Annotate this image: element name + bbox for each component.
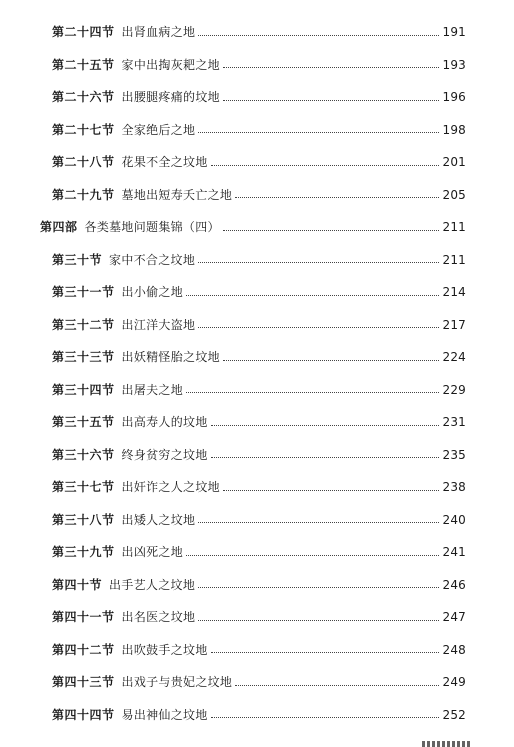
dot-leader: [223, 360, 440, 361]
dot-leader: [198, 327, 439, 328]
toc-section-entry[interactable]: [0, 87, 514, 107]
entry-title: 出肾血病之地: [121, 25, 196, 39]
entry-page-number: 229: [442, 382, 466, 397]
entry-page-number: 240: [442, 512, 466, 527]
entry-label: 第二十八节: [52, 155, 115, 169]
dot-leader: [211, 425, 440, 426]
entry-page-number: 246: [442, 577, 466, 592]
entry-label: 第三十二节: [52, 317, 115, 332]
entry-title: 出江洋大盗地: [121, 317, 196, 332]
entry-page-number: 241: [442, 545, 466, 559]
entry-label: 第三十五节: [52, 415, 115, 429]
dot-leader: [198, 620, 439, 621]
dot-leader: [186, 295, 439, 296]
entry-page-number: 247: [442, 610, 466, 624]
entry-label: 第二十九节: [52, 187, 115, 202]
entry-page-number: 252: [442, 707, 466, 722]
entry-label: 第二十五节: [52, 57, 115, 72]
dot-leader: [198, 522, 439, 523]
entry-label: 第三十六节: [52, 447, 115, 462]
dot-leader: [198, 35, 439, 36]
entry-title: 出凶死之地: [121, 545, 184, 559]
toc-section-entry[interactable]: [0, 315, 514, 335]
dot-leader: [211, 652, 440, 653]
entry-page-number: 214: [442, 285, 466, 299]
dot-leader: [211, 457, 440, 458]
dot-leader: [235, 685, 439, 686]
dot-leader: [186, 392, 439, 393]
toc-section-entry[interactable]: [0, 510, 514, 530]
entry-label: 第四十二节: [52, 642, 115, 657]
entry-title: 出名医之坟地: [121, 610, 196, 624]
entry-title: 出矮人之坟地: [121, 512, 196, 527]
entry-title: 出戏子与贵妃之坟地: [121, 675, 233, 689]
dot-leader: [235, 197, 439, 198]
entry-title: 出腰腿疼痛的坟地: [121, 90, 220, 104]
dot-leader: [223, 67, 440, 68]
toc-section-entry[interactable]: [0, 412, 514, 432]
entry-label: 第三十三节: [52, 350, 115, 364]
toc-section-entry[interactable]: [0, 575, 514, 595]
toc-section-entry[interactable]: [0, 185, 514, 205]
entry-label: 第四十节: [52, 577, 103, 592]
entry-title: 花果不全之坟地: [121, 155, 208, 169]
toc-section-entry[interactable]: [0, 55, 514, 75]
entry-title: 家中出掏灰耙之地: [121, 57, 220, 72]
dot-leader: [223, 100, 440, 101]
entry-label: 第二十四节: [52, 25, 115, 39]
entry-label: 第三十七节: [52, 480, 115, 494]
entry-page-number: 198: [442, 122, 466, 137]
entry-page-number: 217: [442, 317, 466, 332]
toc-section-entry[interactable]: [0, 640, 514, 660]
entry-label: 第三十节: [52, 252, 103, 267]
entry-title: 家中不合之坟地: [109, 252, 196, 267]
entry-page-number: 191: [442, 25, 466, 39]
toc-section-entry[interactable]: [0, 672, 514, 692]
toc-section-entry[interactable]: [0, 120, 514, 140]
toc-part-entry[interactable]: [0, 217, 514, 237]
entry-label: 第三十四节: [52, 382, 115, 397]
toc-section-entry[interactable]: [0, 250, 514, 270]
toc-section-entry[interactable]: [0, 22, 514, 42]
entry-title: 出奸诈之人之坟地: [121, 480, 220, 494]
entry-label: 第三十九节: [52, 545, 115, 559]
entry-title: 出吹鼓手之坟地: [121, 642, 208, 657]
entry-page-number: 235: [442, 447, 466, 462]
entry-title: 各类墓地问题集锦（四）: [84, 220, 220, 234]
entry-label: 第二十七节: [52, 122, 115, 137]
entry-label: 第四十一节: [52, 610, 115, 624]
dot-leader: [198, 262, 439, 263]
entry-page-number: 211: [442, 252, 466, 267]
entry-page-number: 224: [442, 350, 466, 364]
entry-page-number: 205: [442, 187, 466, 202]
entry-title: 墓地出短寿夭亡之地: [121, 187, 233, 202]
entry-label: 第二十六节: [52, 90, 115, 104]
toc-section-entry[interactable]: [0, 380, 514, 400]
entry-title: 出屠夫之地: [121, 382, 184, 397]
dot-leader: [211, 717, 440, 718]
dot-leader: [223, 230, 440, 231]
entry-title: 全家绝后之地: [121, 122, 196, 137]
entry-title: 终身贫穷之坟地: [121, 447, 208, 462]
dot-leader: [198, 132, 439, 133]
dot-leader: [198, 587, 439, 588]
toc-section-entry[interactable]: [0, 445, 514, 465]
entry-label: 第四十四节: [52, 707, 115, 722]
toc-section-entry[interactable]: [0, 347, 514, 367]
entry-page-number: 193: [442, 57, 466, 72]
entry-title: 出高寿人的坟地: [121, 415, 208, 429]
dot-leader: [223, 490, 440, 491]
entry-label: 第四部: [40, 220, 78, 234]
entry-title: 出手艺人之坟地: [109, 577, 196, 592]
entry-label: 第四十三节: [52, 675, 115, 689]
entry-title: 易出神仙之坟地: [121, 707, 208, 722]
entry-label: 第三十八节: [52, 512, 115, 527]
entry-page-number: 196: [442, 90, 466, 104]
entry-page-number: 231: [442, 415, 466, 429]
entry-page-number: 249: [442, 675, 466, 689]
entry-title: 出小偷之地: [121, 285, 184, 299]
toc-section-entry[interactable]: [0, 607, 514, 627]
toc-section-entry[interactable]: [0, 542, 514, 562]
toc-section-entry[interactable]: [0, 705, 514, 725]
dot-leader: [186, 555, 439, 556]
entry-page-number: 248: [442, 642, 466, 657]
toc-section-entry[interactable]: [0, 282, 514, 302]
toc-section-entry[interactable]: [0, 477, 514, 497]
entry-page-number: 211: [442, 220, 466, 234]
dot-leader: [211, 165, 440, 166]
entry-page-number: 238: [442, 480, 466, 494]
entry-page-number: 201: [442, 155, 466, 169]
toc-section-entry[interactable]: [0, 152, 514, 172]
entry-title: 出妖精怪胎之坟地: [121, 350, 220, 364]
entry-label: 第三十一节: [52, 285, 115, 299]
footer-mark: [422, 741, 472, 747]
